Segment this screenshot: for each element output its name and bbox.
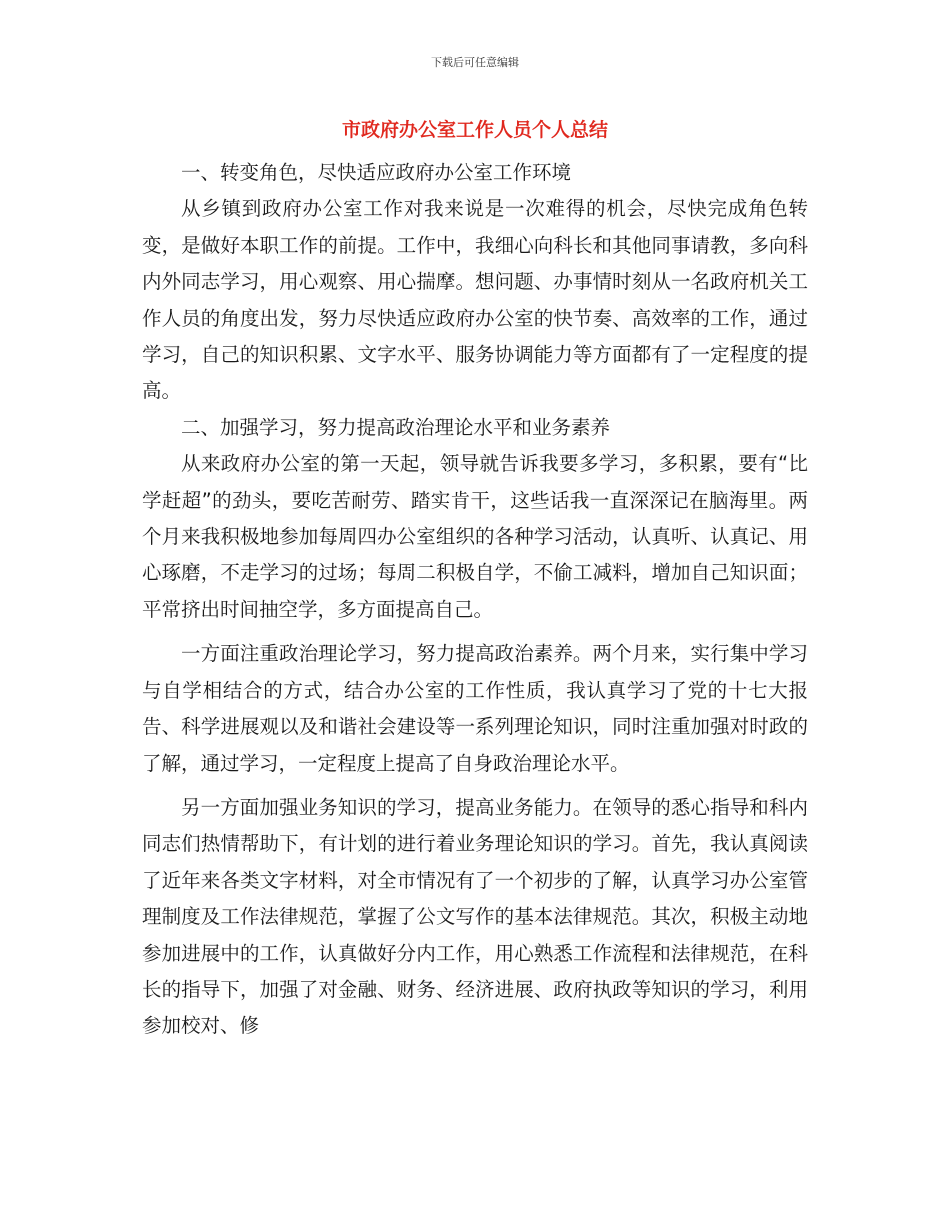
paragraph-2: 从来政府办公室的第一天起，领导就告诉我要多学习，多积累，要有“比学赶超”的劲头，要吃苦耐劳、踏实肯干，这些话我一直深深记在脑海里。两个月来我积极地参加每周四办公室组织的各种学习活动，认真听、认真记、用心琢磨，不走学习的过场；每周二积极自学，不偷工减料，增加自己知识面；平常挤出时间抽空学，多方面提高自己。	[142, 452, 808, 621]
header-note: 下载后可任意编辑	[431, 56, 519, 69]
section-heading-1: 一、转变角色，尽快适应政府办公室工作环境	[181, 161, 572, 184]
paragraph-4: 另一方面加强业务知识的学习，提高业务能力。在领导的悉心指导和科内同志们热情帮助下，有计划的进行着业务理论知识的学习。首先，我认真阅读了近年来各类文字材料，对全市情况有了一个初步的了解，认真学习办公室管理制度及工作法律规范，掌握了公文写作的基本法律规范。其次，积极主动地参加进展中的工作，认真做好分内工作，用心熟悉工作流程和法律规范，在科长的指导下，加强了对金融、财务、经济进展、政府执政等知识的学习，利用参加校对、修	[142, 795, 808, 1038]
paragraph-3: 一方面注重政治理论学习，努力提高政治素养。两个月来，实行集中学习与自学相结合的方式，结合办公室的工作性质，我认真学习了党的十七大报告、科学进展观以及和谐社会建设等一系列理论知识，同时注重加强对时政的了解，通过学习，一定程度上提高了自身政治理论水平。	[142, 642, 808, 775]
section-heading-2: 二、加强学习，努力提高政治理论水平和业务素养	[181, 415, 611, 439]
document-title: 市政府办公室工作人员个人总结	[341, 119, 608, 141]
document-body	[142, 155, 808, 1045]
paragraph-1: 从乡镇到政府办公室工作对我来说是一次难得的机会，尽快完成角色转变，是做好本职工作的前提。工作中，我细心向科长和其他同事请教，多向科内外同志学习，用心观察、用心揣摩。想问题、办事情时刻从一名政府机关工作人员的角度出发，努力尽快适应政府办公室的快节奏、高效率的工作，通过学习，自己的知识积累、文字水平、服务协调能力等方面都有了一定程度的提高。	[142, 197, 808, 403]
